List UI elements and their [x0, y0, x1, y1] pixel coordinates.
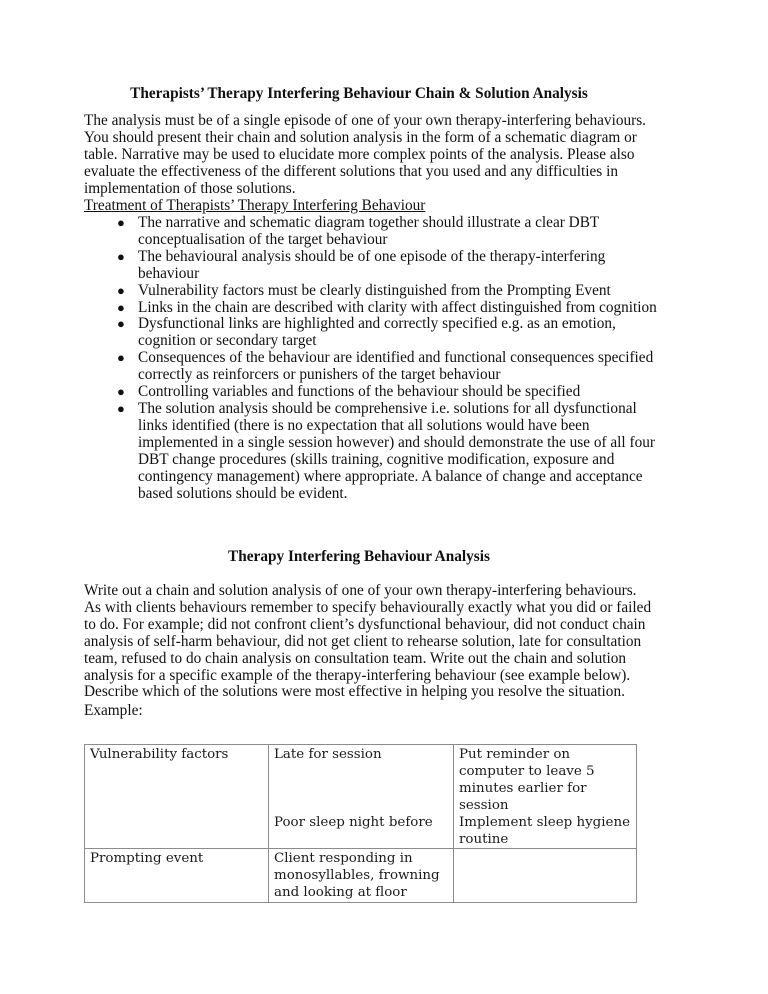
chain-link: Client responding in [274, 851, 413, 867]
chain-link: and looking at floor [274, 885, 407, 901]
cell-spacer [274, 764, 447, 815]
criteria-line: Links in the chain are described with clarity with affect distinguished from cognition [138, 298, 657, 316]
bullet-icon: ● [117, 299, 125, 315]
solution-cell-empty [454, 849, 637, 903]
criteria-line: correctly as reinforcers or punishers of the target behaviour [138, 366, 501, 384]
criteria-line: The narrative and schematic diagram together should illustrate a clear DBT [138, 214, 600, 231]
criteria-item [84, 401, 684, 502]
bullet-icon: ● [117, 282, 125, 298]
criteria-list [84, 215, 684, 502]
document-title: Therapists’ Therapy Interfering Behaviour Chain & Solution Analysis [130, 85, 588, 102]
criteria-item [84, 384, 684, 401]
criteria-line: contingency management) where appropriate. A balance of change and acceptance [138, 467, 643, 485]
instruction-line: As with clients behaviours remember to specify behaviourally exactly what you did or failed [84, 598, 652, 616]
instruction-line: Describe which of the solutions were most effective in helping you resolve the situation. [84, 683, 625, 701]
criteria-item [84, 215, 684, 249]
criteria-item [84, 316, 684, 350]
criteria-line: behaviour [138, 264, 200, 282]
solution-line: Implement sleep hygiene [459, 814, 630, 830]
table-row [85, 745, 637, 849]
criteria-line: Dysfunctional links are highlighted and correctly specified e.g. as an emotion, [138, 315, 616, 333]
table-row [85, 849, 637, 903]
criteria-line: Controlling variables and functions of the behaviour should be specified [138, 383, 581, 401]
row-label-cell [85, 745, 269, 849]
bullet-icon: ● [117, 350, 125, 366]
criteria-line: cognition or secondary target [138, 332, 317, 350]
chain-link: Poor sleep night before [274, 814, 433, 830]
criteria-item [84, 283, 684, 300]
treatment-section-heading: Treatment of Therapists’ Therapy Interfering Behaviour [84, 197, 426, 214]
bullet-icon: ● [117, 248, 125, 264]
chain-link-cell [269, 849, 454, 903]
instruction-line: Write out a chain and solution analysis of one of your own therapy-interfering behaviours. [84, 582, 637, 599]
chain-link: monosyllables, frowning [274, 868, 440, 884]
criteria-item [84, 249, 684, 283]
solution-line: routine [459, 831, 509, 847]
bullet-icon: ● [117, 215, 125, 230]
bullet-icon: ● [117, 400, 125, 416]
bullet-icon: ● [117, 384, 125, 400]
instructions-paragraph [84, 583, 684, 701]
row-label: Vulnerability factors [90, 747, 229, 762]
example-chain-table [84, 744, 637, 903]
intro-line: evaluate the effectiveness of the different solutions that you used and any difficulties in [84, 162, 618, 180]
solution-line: computer to leave 5 [459, 763, 595, 779]
criteria-line: Vulnerability factors must be clearly distinguished from the Prompting Event [138, 281, 611, 299]
instruction-line: to do. For example; did not confront client’s dysfunctional behaviour, did not conduct chain [84, 615, 646, 633]
criteria-item [84, 300, 684, 317]
criteria-line: conceptualisation of the target behaviour [138, 230, 388, 248]
intro-line: table. Narrative may be used to elucidate more complex points of the analysis. Please also [84, 145, 635, 163]
intro-paragraph [84, 113, 684, 198]
bullet-icon: ● [117, 316, 125, 332]
criteria-line: The solution analysis should be comprehensive i.e. solutions for all dysfunctional [138, 399, 637, 417]
solution-line: minutes earlier for [459, 780, 587, 796]
criteria-line: DBT change procedures (skills training, cognitive modification, exposure and [138, 450, 615, 468]
criteria-line: Consequences of the behaviour are identified and functional consequences specified [138, 349, 654, 367]
row-label-cell [85, 849, 269, 903]
solution-line: Put reminder on [459, 747, 571, 762]
criteria-line: based solutions should be evident. [138, 484, 348, 502]
criteria-line: implemented in a single session however) and should demonstrate the use of all four [138, 433, 655, 451]
chain-link-cell [269, 745, 454, 849]
criteria-item [84, 350, 684, 384]
intro-line: You should present their chain and solution analysis in the form of a schematic diagram or [84, 128, 637, 146]
instruction-line: analysis for a specific example of the therapy-interfering behaviour (see example below). [84, 666, 631, 684]
criteria-line: The behavioural analysis should be of one episode of the therapy-interfering [138, 247, 606, 265]
row-label: Prompting event [90, 851, 204, 867]
solution-line: session [459, 797, 509, 813]
example-label: Example: [84, 702, 143, 719]
instruction-line: team, refused to do chain analysis on consultation team. Write out the chain and solution [84, 649, 627, 667]
analysis-section-heading: Therapy Interfering Behaviour Analysis [228, 548, 490, 565]
intro-line: implementation of those solutions. [84, 179, 296, 197]
chain-link: Late for session [274, 747, 382, 762]
solution-cell [454, 745, 637, 849]
criteria-line: links identified (there is no expectation that all solutions would have been [138, 416, 590, 434]
instruction-line: analysis of self-harm behaviour, did not get client to rehearse solution, late for consultation [84, 632, 642, 650]
intro-line: The analysis must be of a single episode of one of your own therapy-interfering behaviours. [84, 112, 647, 129]
